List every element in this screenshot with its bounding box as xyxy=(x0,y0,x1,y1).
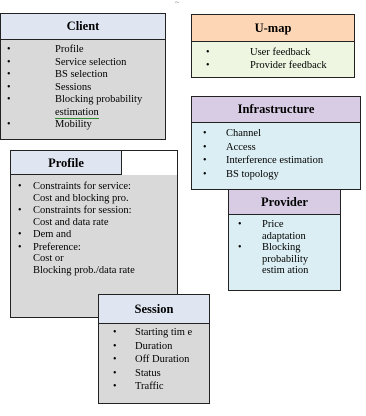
client-item-service-selection: • Service selection xyxy=(1,57,165,70)
provider-probability-line: probability xyxy=(262,253,309,265)
infrastructure-list xyxy=(192,127,360,181)
infrastructure-item-access: • Access xyxy=(192,141,360,155)
infrastructure-item-bs-topology: • BS topology xyxy=(192,168,360,182)
umap-item-provider-feedback: • Provider feedback xyxy=(192,60,354,73)
umap-list xyxy=(192,47,354,72)
profile-item-preference xyxy=(11,242,177,277)
session-item-traffic: • Traffic xyxy=(99,380,209,394)
session-item-status: • Status xyxy=(99,367,209,381)
provider-list xyxy=(229,219,340,277)
umap-title: U-map xyxy=(192,15,354,42)
client-list xyxy=(1,44,165,132)
client-item-blocking-probability xyxy=(1,94,165,119)
session-item-duration: • Duration xyxy=(99,340,209,354)
corner-mark: ~ xyxy=(175,0,180,7)
profile-service-constraints-line: Constraints for service: xyxy=(33,181,131,192)
profile-item-demand: • Dem and xyxy=(11,229,177,241)
provider-blocking-line: Blocking xyxy=(262,242,301,253)
client-item-estimation-label: estimation xyxy=(55,106,99,118)
infrastructure-body xyxy=(192,123,360,189)
client-item-sessions: • Sessions xyxy=(1,82,165,95)
client-title: Client xyxy=(1,14,165,40)
profile-blocking-line: Blocking prob./data rate xyxy=(33,264,135,276)
client-box xyxy=(0,13,166,140)
profile-item-service-constraints xyxy=(11,181,177,204)
profile-item-session-constraints xyxy=(11,205,177,228)
umap-box xyxy=(191,14,355,78)
provider-title: Provider xyxy=(229,190,340,215)
provider-estimation-line: estim ation xyxy=(262,265,309,276)
profile-session-constraints-line: Constraints for session: xyxy=(33,205,132,216)
infrastructure-item-channel: • Channel xyxy=(192,127,360,141)
profile-preference-line: Preference: xyxy=(33,241,81,253)
infrastructure-item-interference: • Interference estimation xyxy=(192,154,360,168)
profile-box xyxy=(10,150,178,318)
profile-cost-or-line: Cost or xyxy=(33,253,64,264)
session-title: Session xyxy=(99,295,209,324)
infrastructure-title: Infrastructure xyxy=(192,97,360,123)
session-item-off-duration: • Off Duration xyxy=(99,353,209,367)
provider-box xyxy=(228,189,341,291)
profile-service-cost-line: Cost and blocking pro. xyxy=(33,192,129,204)
profile-session-cost-line: Cost and data rate xyxy=(33,216,109,228)
client-item-profile: • Profile xyxy=(1,44,165,57)
profile-list xyxy=(11,181,177,276)
client-item-bs-selection: • BS selection xyxy=(1,69,165,82)
session-body xyxy=(99,324,209,403)
client-item-blocking-probability-label: Blocking probability xyxy=(55,94,143,105)
umap-body xyxy=(192,42,354,77)
session-item-starting-time: • Starting tim e xyxy=(99,326,209,340)
provider-body xyxy=(229,215,340,290)
session-box xyxy=(98,294,210,404)
provider-item-blocking-probability xyxy=(229,242,340,277)
client-body xyxy=(1,40,165,139)
provider-adaptation-line: adaptation xyxy=(262,230,306,242)
client-item-mobility: • Mobility xyxy=(1,119,165,132)
infrastructure-box xyxy=(191,96,361,190)
provider-price-line: Price xyxy=(262,219,284,230)
umap-item-user-feedback: • User feedback xyxy=(192,47,354,60)
profile-title: Profile xyxy=(10,150,122,175)
provider-item-price-adaptation xyxy=(229,219,340,242)
session-list xyxy=(99,326,209,394)
